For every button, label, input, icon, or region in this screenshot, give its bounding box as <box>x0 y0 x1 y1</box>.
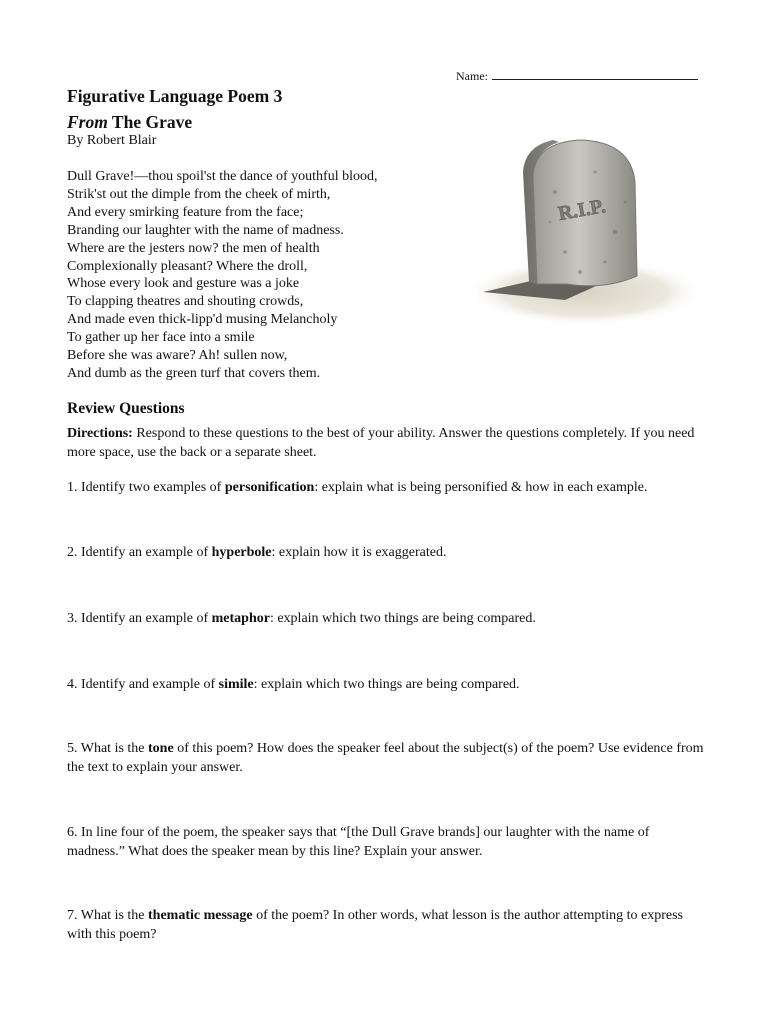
poem-line: To clapping theatres and shouting crowds, <box>67 294 304 310</box>
poem-line: Whose every look and gesture was a joke <box>67 276 300 292</box>
poem-line: And dumb as the green turf that covers them. <box>67 365 321 381</box>
poem-title-text: The Grave <box>111 112 193 132</box>
question-2: 2. Identify an example of hyperbole: explain how it is exaggerated. <box>67 545 447 560</box>
poem-title-prefix: From <box>67 112 108 132</box>
directions <box>67 425 707 462</box>
review-questions-heading: Review Questions <box>67 400 185 417</box>
question-6: 6. In line four of the poem, the speaker says that “[the Dull Grave brands] our laughter with the name of madness.” What does the speaker mean by this line? Explain your answer. <box>67 825 650 859</box>
poem-author: By Robert Blair <box>67 133 157 148</box>
question-1: 1. Identify two examples of personification: explain what is being personified & how in each example. <box>67 480 648 495</box>
poem-line: Where are the jesters now? the men of health <box>67 240 320 256</box>
name-field[interactable] <box>456 68 698 84</box>
question-5: 5. What is the tone of this poem? How does the speaker feel about the subject(s) of the poem? Use evidence from the text to explain your answer. <box>67 741 704 775</box>
poem-line: Before she was aware? Ah! sullen now, <box>67 348 288 364</box>
tombstone-image <box>455 132 695 332</box>
poem-line: Complexionally pleasant? Where the droll, <box>67 258 308 274</box>
poem-line: Branding our laughter with the name of madness. <box>67 222 344 238</box>
poem-line: And made even thick-lipp'd musing Melancholy <box>67 312 338 328</box>
directions-text: Respond to these questions to the best of your ability. Answer the questions completely. If you need more space, use the back or a separate sheet. <box>67 426 695 460</box>
question-7: 7. What is the thematic message of the poem? In other words, what lesson is the author attempting to express with this poem? <box>67 908 683 942</box>
poem-line: And every smirking feature from the face; <box>67 204 304 220</box>
poem-line: Dull Grave!—thou spoil'st the dance of youthful blood, <box>67 169 378 184</box>
name-label: Name: <box>456 69 488 83</box>
directions-label: Directions: <box>67 426 133 441</box>
question-3: 3. Identify an example of metaphor: explain which two things are being compared. <box>67 611 536 626</box>
question-4: 4. Identify and example of simile: explain which two things are being compared. <box>67 677 520 692</box>
worksheet-title: Figurative Language Poem 3 <box>67 86 283 106</box>
poem-text <box>67 168 377 383</box>
name-blank-line[interactable] <box>492 68 698 80</box>
poem-title <box>67 112 192 133</box>
tombstone-engraving: R.I.P. <box>556 195 608 226</box>
poem-line: Strik'st out the dimple from the cheek of mirth, <box>67 186 331 202</box>
poem-line: To gather up her face into a smile <box>67 330 255 346</box>
